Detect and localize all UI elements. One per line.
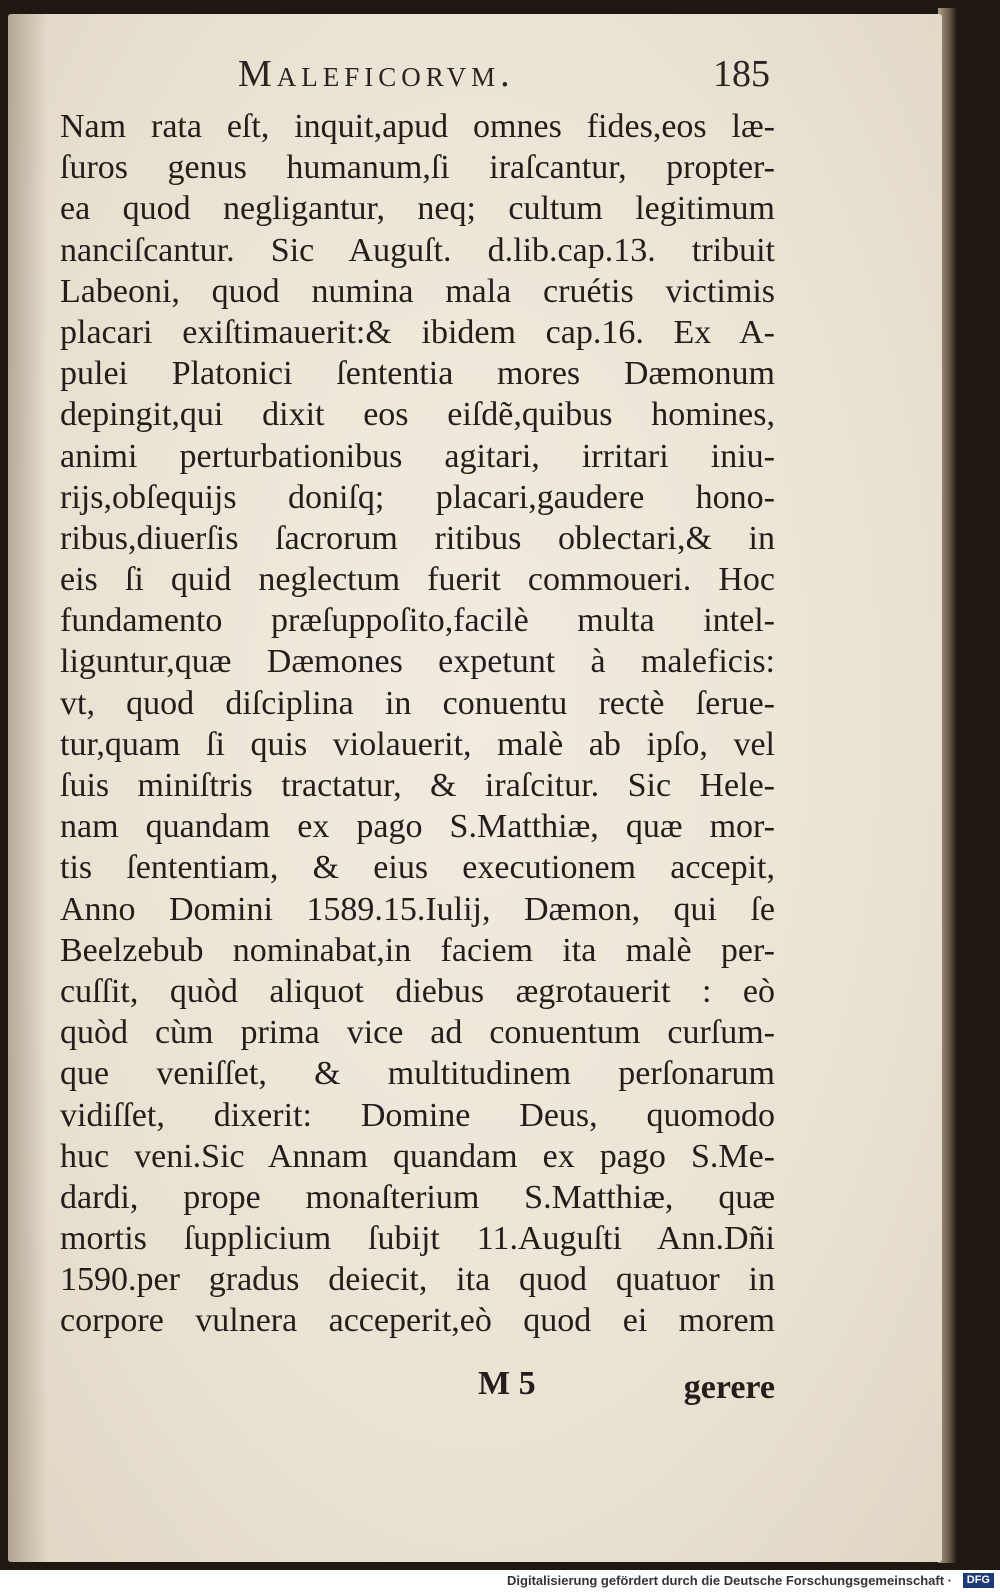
text-line: ſuis miniſtris tractatur, & iraſcitur. Sic Hele- <box>60 767 775 804</box>
text-line: eis ſi quid neglectum fuerit commoueri. Hoc <box>60 561 775 599</box>
gutter-shadow <box>8 14 48 1562</box>
text-line: ea quod negligantur, neq; cultum legitimum <box>60 190 775 228</box>
text-line: quòd cùm prima vice ad conuentum curſum- <box>60 1014 775 1052</box>
text-line: pulei Platonici ſententia mores Dæmonum <box>60 355 775 393</box>
page-header <box>60 52 770 102</box>
text-line: huc veni.Sic Annam quandam ex pago S.Me- <box>60 1137 775 1175</box>
text-line: Labeoni, quod numina mala cruétis victimis <box>60 272 775 310</box>
text-line: depingit,qui dixit eos eiſdẽ,quibus homines, <box>60 396 775 434</box>
page-number: 185 <box>713 53 770 95</box>
text-line: animi perturbationibus agitari, irritari iniu- <box>60 437 775 475</box>
text-line: rijs,obſequijs doniſq; placari,gaudere hono- <box>60 478 775 516</box>
text-line: ſuros genus humanum,ſi iraſcantur, propter- <box>60 149 775 187</box>
text-line: dardi, prope monaſterium S.Matthiæ, quæ <box>60 1178 775 1216</box>
page-footer <box>60 1365 775 1410</box>
text-line: placari exiſtimauerit:& ibidem cap.16. Ex A- <box>60 313 775 351</box>
text-line: Anno Domini 1589.15.Iulij, Dæmon, qui ſe <box>60 890 775 928</box>
text-line: 1590.per gradus deiecit, ita quod quatuor in <box>60 1261 775 1299</box>
text-line: mortis ſupplicium ſubijt 11.Auguſti Ann.Dñi <box>60 1220 775 1258</box>
text-line: que veniſſet, & multitudinem perſonarum <box>60 1055 775 1093</box>
text-line: vt, quod diſciplina in conuentu rectè ſerue- <box>60 684 775 722</box>
text-line: vidiſſet, dixerit: Domine Deus, quomodo <box>60 1096 775 1134</box>
text-block <box>60 106 775 1342</box>
catchword: gerere <box>683 1369 775 1406</box>
text-line: nanciſcantur. Sic Auguſt. d.lib.cap.13. tribuit <box>60 231 775 269</box>
running-head: Maleficorvm. <box>238 53 515 95</box>
text-line: Nam rata eſt, inquit,apud omnes fides,eos læ- <box>60 108 775 145</box>
text-line: tis ſententiam, & eius executionem accepit, <box>60 849 775 887</box>
dfg-logo-icon: DFG <box>963 1573 994 1588</box>
text-line: corpore vulnera acceperit,eò quod ei morem <box>60 1302 775 1340</box>
text-line: tur,quam ſi quis violauerit, malè ab ipſo, vel <box>60 725 775 763</box>
text-line: cuſſit, quòd aliquot diebus ægrotauerit : eò <box>60 972 775 1010</box>
signature-mark: M 5 <box>478 1365 536 1402</box>
credit-bar <box>0 1570 1000 1592</box>
text-line: Beelzebub nominabat,in faciem ita malè per- <box>60 931 775 969</box>
credit-text: Digitalisierung gefördert durch die Deutsche Forschungsgemeinschaft · <box>507 1573 952 1588</box>
text-line: nam quandam ex pago S.Matthiæ, quæ mor- <box>60 808 775 846</box>
text-line: fundamento præſuppoſito,facilè multa intel- <box>60 602 775 640</box>
text-line: liguntur,quæ Dæmones expetunt à maleficis: <box>60 643 775 681</box>
text-line: ribus,diuerſis ſacrorum ritibus oblectari,& in <box>60 519 775 557</box>
